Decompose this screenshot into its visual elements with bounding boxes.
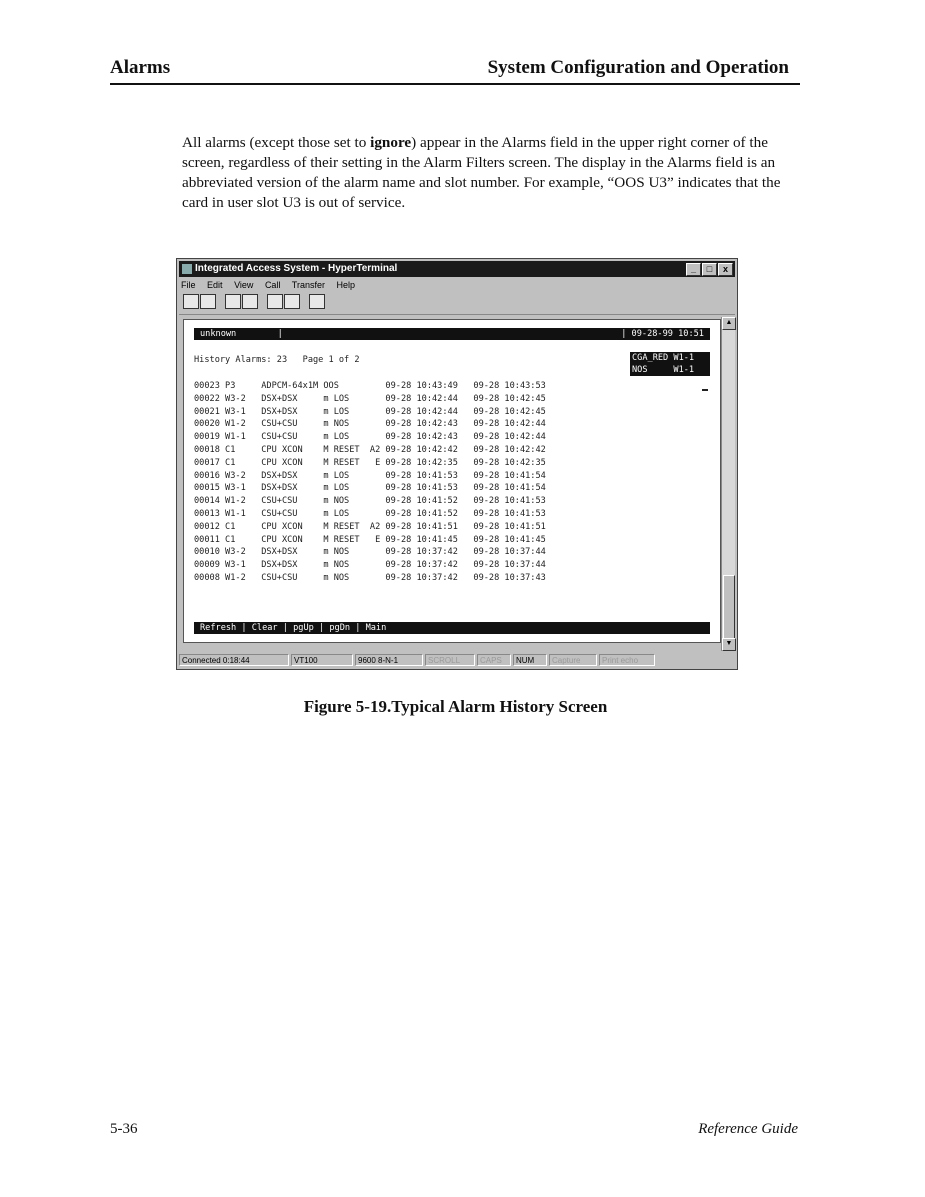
alarm-row: 00018 C1 CPU XCON M RESET A2 09-28 10:42:42 09-28 10:42:42 (194, 444, 546, 455)
text-cursor (702, 389, 708, 391)
scroll-thumb[interactable] (723, 575, 735, 639)
intro-bold-term: ignore (370, 134, 412, 151)
scroll-up-icon[interactable]: ▲ (722, 317, 736, 330)
status-caps: CAPS (477, 654, 511, 666)
history-summary: History Alarms: 23 Page 1 of 2 (194, 355, 360, 365)
intro-paragraph (182, 133, 802, 213)
terminal-system-name: unknown | (200, 329, 283, 339)
menu-file[interactable]: File (181, 280, 196, 290)
alarm-row: 00017 C1 CPU XCON M RESET E 09-28 10:42:35 09-28 10:42:35 (194, 457, 546, 468)
scroll-down-icon[interactable]: ▼ (722, 638, 736, 651)
menu-bar (181, 278, 364, 292)
header-section-title: Alarms (110, 57, 171, 78)
alarms-field (630, 352, 710, 376)
alarm-row: 00009 W3-1 DSX+DSX m NOS 09-28 10:37:42 09-28 10:37:44 (194, 560, 546, 571)
status-bar (179, 653, 735, 667)
toolbar-separator (179, 314, 735, 315)
alarm-history-list (194, 380, 546, 585)
properties-icon[interactable] (309, 294, 325, 309)
status-print-echo: Print echo (599, 654, 655, 666)
status-connected: Connected 0:18:44 (179, 654, 289, 666)
menu-transfer[interactable]: Transfer (291, 280, 325, 290)
new-icon[interactable] (183, 294, 199, 309)
alarm-row: 00014 W1-2 CSU+CSU m NOS 09-28 10:41:52 09-28 10:41:53 (194, 496, 546, 507)
command-bar (194, 622, 710, 634)
vertical-scrollbar[interactable] (721, 317, 735, 651)
alarm-entry: CGA_RED W1-1 (632, 353, 695, 363)
menu-view[interactable]: View (234, 280, 254, 290)
window-title: Integrated Access System - HyperTerminal (195, 263, 398, 274)
footer-doc-title: Reference Guide (698, 1121, 798, 1137)
toolbar (183, 294, 326, 312)
intro-text-2: ) appear in the Alarms field in the upper right corner of the screen, regardless of their setting in the Alarm Filters screen. The display in the Alarms field is an abbreviated version of the alarm name and slot number. For example, “OOS U3” indicates that the card in user slot U3 is out of service. (182, 134, 781, 211)
alarm-row: 00023 P3 ADPCM-64x1M OOS 09-28 10:43:49 09-28 10:43:53 (194, 381, 546, 391)
alarm-row: 00012 C1 CPU XCON M RESET A2 09-28 10:41:51 09-28 10:41:51 (194, 521, 546, 532)
alarm-row: 00015 W3-1 DSX+DSX m LOS 09-28 10:41:53 09-28 10:41:54 (194, 483, 546, 494)
alarm-row: 00011 C1 CPU XCON M RESET E 09-28 10:41:45 09-28 10:41:45 (194, 534, 546, 545)
status-emulation: VT100 (291, 654, 353, 666)
intro-text-1: All alarms (except those set to (182, 134, 371, 151)
close-button[interactable]: x (718, 263, 733, 276)
alarm-entry: NOS W1-1 (632, 365, 695, 375)
command-options: Refresh | Clear | pgUp | pgDn | Main (200, 623, 387, 633)
alarm-row: 00021 W3-1 DSX+DSX m LOS 09-28 10:42:44 09-28 10:42:45 (194, 406, 546, 417)
status-scroll: SCROLL (425, 654, 475, 666)
status-num: NUM (513, 654, 547, 666)
header-chapter-title: System Configuration and Operation (487, 57, 789, 78)
terminal-datetime: | 09-28-99 10:51 (621, 329, 704, 339)
window-titlebar[interactable] (179, 261, 735, 277)
maximize-button[interactable]: □ (702, 263, 717, 276)
receive-icon[interactable] (284, 294, 300, 309)
alarm-row: 00022 W3-2 DSX+DSX m LOS 09-28 10:42:44 09-28 10:42:45 (194, 393, 546, 404)
open-icon[interactable] (200, 294, 216, 309)
disconnect-icon[interactable] (242, 294, 258, 309)
menu-help[interactable]: Help (336, 280, 356, 290)
minimize-button[interactable]: _ (686, 263, 701, 276)
menu-edit[interactable]: Edit (207, 280, 223, 290)
header-rule (110, 83, 800, 85)
connect-icon[interactable] (225, 294, 241, 309)
terminal-screen[interactable] (183, 319, 721, 643)
status-capture: Capture (549, 654, 597, 666)
alarm-row: 00016 W3-2 DSX+DSX m LOS 09-28 10:41:53 09-28 10:41:54 (194, 470, 546, 481)
app-icon (182, 264, 192, 274)
hyperterminal-window (176, 258, 738, 670)
send-icon[interactable] (267, 294, 283, 309)
alarm-row: 00020 W1-2 CSU+CSU m NOS 09-28 10:42:43 09-28 10:42:44 (194, 419, 546, 430)
alarm-row: 00013 W1-1 CSU+CSU m LOS 09-28 10:41:52 09-28 10:41:53 (194, 508, 546, 519)
alarm-row: 00008 W1-2 CSU+CSU m NOS 09-28 10:37:42 09-28 10:37:43 (194, 572, 546, 583)
menu-call[interactable]: Call (264, 280, 281, 290)
status-port-settings: 9600 8-N-1 (355, 654, 423, 666)
alarm-row: 00010 W3-2 DSX+DSX m NOS 09-28 10:37:42 09-28 10:37:44 (194, 547, 546, 558)
terminal-top-bar (194, 328, 710, 340)
page-number: 5-36 (110, 1121, 138, 1137)
alarm-row: 00019 W1-1 CSU+CSU m LOS 09-28 10:42:43 09-28 10:42:44 (194, 432, 546, 443)
figure-caption: Figure 5-19.Typical Alarm History Screen (303, 697, 608, 716)
